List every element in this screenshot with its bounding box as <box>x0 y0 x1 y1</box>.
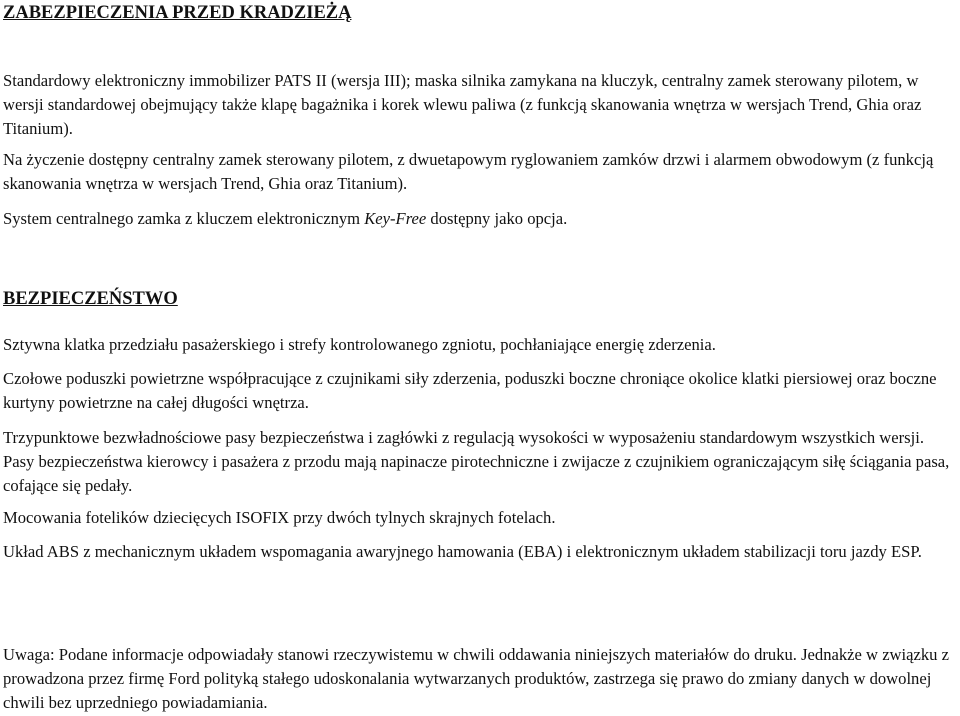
section-heading-safety: BEZPIECZEŃSTWO <box>3 289 178 309</box>
key-free-term: Key-Free <box>364 209 427 228</box>
paragraph-isofix: Mocowania fotelików dziecięcych ISOFIX przy dwóch tylnych skrajnych fotelach. <box>3 508 556 527</box>
paragraph-immobilizer: Standardowy elektroniczny immobilizer PATS II (wersja III); maska silnika zamykana na kluczyk, centralny zamek sterowany pilotem, w wersji standardowej obejmujący także klapę bagażnika i korek wlewu paliwa (z funkcją skanowania wnętrza w wersjach Trend, Ghia oraz Titanium). <box>3 71 922 139</box>
key-free-text-before: System centralnego zamka z kluczem elektronicznym <box>3 209 365 228</box>
paragraph-central-locking-option: Na życzenie dostępny centralny zamek sterowany pilotem, z dwuetapowym ryglowaniem zamków drzwi i alarmem obwodowym (z funkcją skanowania wnętrza w wersjach Trend, Ghia oraz Titanium). <box>3 150 934 194</box>
section-heading-theft-protection: ZABEZPIECZENIA PRZED KRADZIEŻĄ <box>3 3 352 23</box>
disclaimer-note: Uwaga: Podane informacje odpowiadały stanowi rzeczywistemu w chwili oddawania niniejszych materiałów do druku. Jednakże w związku z prowadzona przez firmę Ford polityką stałego udoskonalania wytwarzanych produktów, zastrzega się prawo do zmiany danych w dowolnej chwili bez uprzedniego powiadamiania. <box>3 645 949 713</box>
paragraph-airbags: Czołowe poduszki powietrzne współpracujące z czujnikami siły zderzenia, poduszki boczne chroniące okolice klatki piersiowej oraz boczne kurtyny powietrzne na całej długości wnętrza. <box>3 369 937 413</box>
paragraph-safety-cage: Sztywna klatka przedziału pasażerskiego i strefy kontrolowanego zgniotu, pochłaniające energię zderzenia. <box>3 335 716 354</box>
paragraph-abs-esp: Układ ABS z mechanicznym układem wspomagania awaryjnego hamowania (EBA) i elektronicznym układem stabilizacji toru jazdy ESP. <box>3 542 922 561</box>
paragraph-key-free <box>3 207 955 231</box>
paragraph-seatbelts: Trzypunktowe bezwładnościowe pasy bezpieczeństwa i zagłówki z regulacją wysokości w wyposażeniu standardowym wszystkich wersji. Pasy bezpieczeństwa kierowcy i pasażera z przodu mają napinacze pirotechniczne i zwijacze z czujnikiem ograniczającym siłę ściągania pasa, cofające się pedały. <box>3 428 950 496</box>
key-free-text-after: dostępny jako opcja. <box>426 209 568 228</box>
